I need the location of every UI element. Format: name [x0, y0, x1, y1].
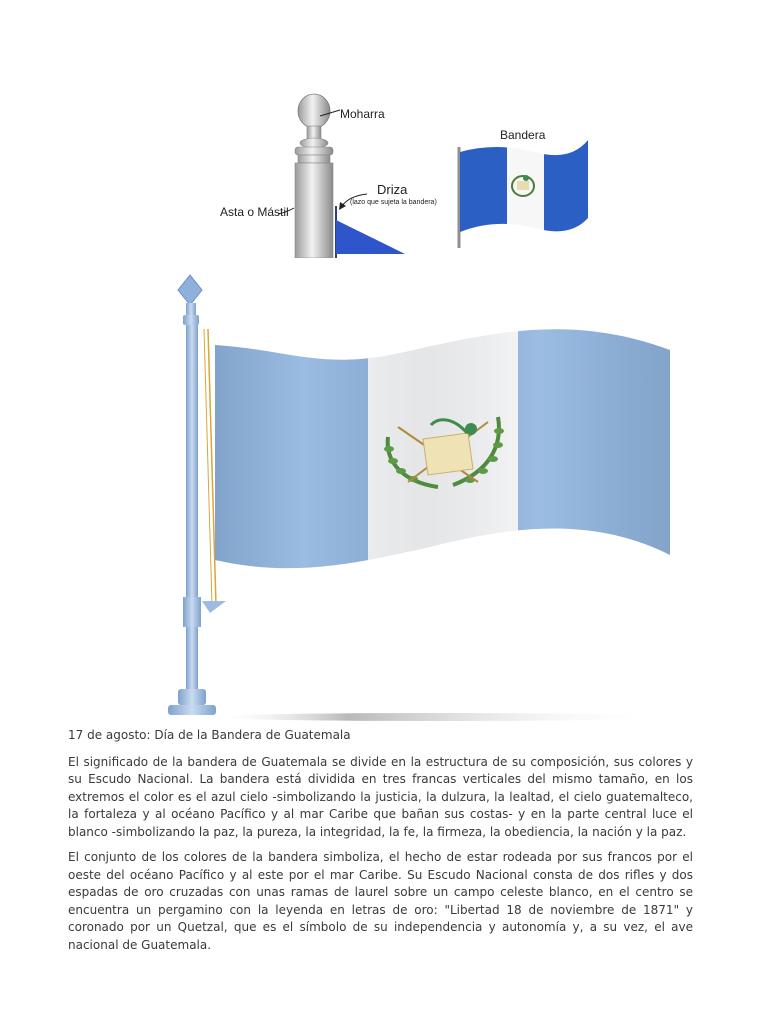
small-guatemala-flag — [450, 120, 600, 255]
big-flag-illustration — [150, 265, 690, 725]
paragraph-2: El conjunto de los colores de la bandera simboliza, el hecho de estar rodeada por sus francos por el oeste del océano Pacífico y al este por el mar Caribe. Su Escudo Nacional consta de dos rifles y dos espadas de oro cruzadas con unas ramas de laurel sobre un campo celeste blanco, en el centro se encuentra un pergamino con la leyenda en letras de oro: "Libertad 18 de noviembre de 1871" y coronado por un Quetzal, que es el símbolo de su independencia y autonomía y, a su vez, el ave nacional de Guatemala. — [68, 850, 693, 952]
paragraph-1: El significado de la bandera de Guatemala se divide en la estructura de su composición, sus colores y su Escudo Nacional. La bandera está dividida en tres francas verticales del mismo tamaño, en los extremos el color es el azul cielo -simbolizando la justicia, la dulzura, la lealtad, el cielo guatemalteco, la fortaleza y al océano Pacífico y al mar Caribe que bañan sus costas- y en la parte central luce el blanco -simbolizando la paz, la pureza, la integridad, la fe, la firmeza, la obediencia, la nación y la paz. — [68, 754, 693, 839]
moharra-label: Moharra — [340, 107, 385, 121]
driza-label: Driza — [377, 182, 408, 197]
big-guatemala-flag — [150, 265, 690, 725]
bandera-label: Bandera — [500, 128, 546, 142]
flagpole-parts-diagram — [215, 88, 437, 258]
driza-note-label: (lazo que sujeta la bandera) — [350, 199, 437, 206]
article-heading: 17 de agosto: Día de la Bandera de Guatemala — [68, 728, 351, 742]
asta-label: Asta o Mástil — [220, 205, 289, 219]
article-text — [68, 727, 693, 962]
flagpole-parts-illustration — [215, 88, 430, 258]
